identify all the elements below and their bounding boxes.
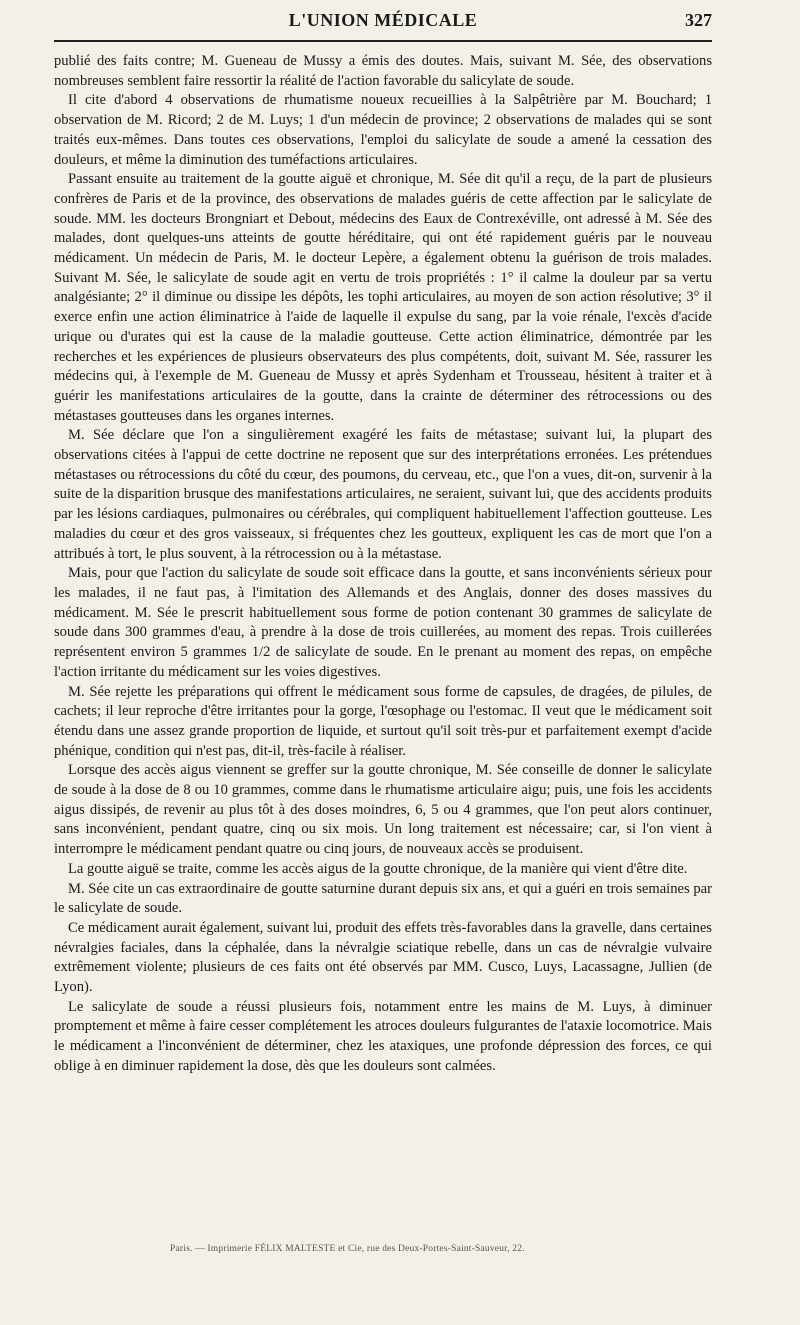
paragraph: M. Sée rejette les préparations qui offrent le médicament sous forme de capsules, de dragées, de pilules, de cachets; il leur reproche d'être irritantes pour la gorge, l'œsophage ou l'estomac. Il veut que le médicament soit étendu dans une assez grande proportion de liquide, et surtout qu'il soit très-pur et parfaitement exempt d'acide phénique, condition qui n'est pas, dit-il, très-facile à réaliser.: [54, 683, 712, 759]
paragraph: La goutte aiguë se traite, comme les accès aigus de la goutte chronique, de la manière qui vient d'être dite.: [68, 860, 688, 877]
body-text: [54, 52, 712, 1077]
page-header: [54, 6, 712, 42]
paragraph: Le salicylate de soude a réussi plusieurs fois, notamment entre les mains de M. Luys, à diminuer promptement et même à faire cesser complétement les atroces douleurs fulgurantes de l'ataxie locomotrice. Mais le médicament a l'inconvénient de déterminer, chez les ataxiques, une profonde dépression des forces, ce qui oblige à en diminuer rapidement la dose, dès que les douleurs sont calmées.: [54, 998, 712, 1074]
page-number: 327: [685, 10, 712, 30]
paragraph: Ce médicament aurait également, suivant lui, produit des effets très-favorables dans la gravelle, dans certaines névralgies faciales, dans la céphalée, dans la névralgie sciatique rebelle, dans un cas de névralgie vulvaire extrêmement violente; plusieurs de ces faits ont été observés par MM. Cusco, Luys, Lacassagne, Jullien (de Lyon).: [54, 919, 712, 996]
paragraph: M. Sée cite un cas extraordinaire de goutte saturnine durant depuis six ans, et qui a guéri en trois semaines par le salicylate de soude.: [54, 880, 712, 917]
paragraph: Lorsque des accès aigus viennent se greffer sur la goutte chronique, M. Sée conseille de donner le salicylate de soude à la dose de 8 ou 10 grammes, comme dans le rhumatisme articulaire aigu; puis, une fois les accidents aigus dissipés, de revenir au plus tôt à des doses moindres, 6, 5 ou 4 grammes, que l'on peut alors continuer, sans inconvénient, pendant quatre, cinq ou six mois. Un long traitement est nécessaire; car, si l'on vient à interrompre le médicament pendant quatre ou cinq jours, de nouveaux accès se produisent.: [54, 762, 712, 858]
paragraph: Passant ensuite au traitement de la goutte aiguë et chronique, M. Sée dit qu'il a reçu, de la part de plusieurs confrères de Paris et de la province, des observations de malades guéris de cette affection par le salicylate de soude. MM. les docteurs Brongniart et Debout, médecins des Eaux de Contrexéville, ont adressé à M. Sée des malades, dont quelques-uns atteints de goutte héréditaire, qui ont été rapidement guéris par le nouveau médicament. Un médecin de Paris, M. le docteur Lepère, a également obtenu la guérison de trois malades. Suivant M. Sée, le salicylate de soude agit en vertu de trois propriétés : 1° il calme la douleur par sa vertu analgésiante; 2° il diminue ou dissipe les dépôts, les tophi articulaires, au moyen de son action résolutive; 3° il exerce enfin une action éliminatrice à l'aide de laquelle il expulse du sang, par la voie rénale, l'excès d'acide urique ou d'urates qui est la cause de la maladie goutteuse. Cette action éliminatrice, démontrée par les recherches et les expériences de plusieurs observateurs des plus compétents, doit, suivant M. Sée, rassurer les médecins qui, à l'exemple de M. Gueneau de Mussy et après Sydenham et Trousseau, hésitent à traiter et à guérir les manifestations articulaires de la goutte, dans la crainte de déterminer des rétrocessions ou des métastases goutteuses dans les organes internes.: [54, 171, 712, 424]
paragraph: Mais, pour que l'action du salicylate de soude soit efficace dans la goutte, et sans inconvénients sérieux pour les malades, il ne faut pas, à l'imitation des Allemands et des Anglais, donner des doses massives du médicament. M. Sée le prescrit habituellement sous forme de potion contenant 30 grammes de salicylate de soude dans 300 grammes d'eau, à prendre à la dose de trois cuillerées, au moment des repas. Trois cuillerées représentent environ 5 grammes 1/2 de salicylate de soude. En le prenant au moment des repas, on empêche l'action irritante du médicament sur les voies digestives.: [54, 565, 712, 680]
printer-footer: Paris. — Imprimerie FÉLIX MALTESTE et Cie, rue des Deux-Portes-Saint-Sauveur, 22.: [170, 1244, 525, 1254]
paragraph: publié des faits contre; M. Gueneau de Mussy a émis des doutes. Mais, suivant M. Sée, des observations nombreuses semblent faire ressortir la réalité de l'action favorable du salicylate de soude.: [54, 53, 712, 89]
paragraph: M. Sée déclare que l'on a singulièrement exagéré les faits de métastase; suivant lui, la plupart des observations citées à l'appui de cette doctrine ne reposent que sur des interprétations erronées. Les prétendues métastases ou rétrocessions du côté du cœur, des poumons, du cerveau, etc., que l'on a vues, dit-on, survenir à la suite de la disparition brusque des manifestations articulaires, ne seraient, suivant lui, que des accidents produits par les lésions cardiaques, pulmonaires ou cérébrales, qui compliquent habituellement l'affection goutteuse. Les maladies du cœur et des gros vaisseaux, si fréquentes chez les goutteux, expliquent les cas de mort que l'on a attribués à tort, le plus souvent, à la rétrocession ou à la métastase.: [54, 427, 712, 562]
paragraph: Il cite d'abord 4 observations de rhumatisme noueux recueillies à la Salpêtrière par M. Bouchard; 1 observation de M. Ricord; 2 de M. Luys; 1 d'un médecin de province; 2 observations de malades qui se sont traités eux-mêmes. Dans toutes ces observations, l'emploi du salicylate de soude a amené la cessation des douleurs, et même la diminution des tuméfactions articulaires.: [54, 92, 712, 168]
running-title: L'UNION MÉDICALE: [288, 10, 478, 30]
